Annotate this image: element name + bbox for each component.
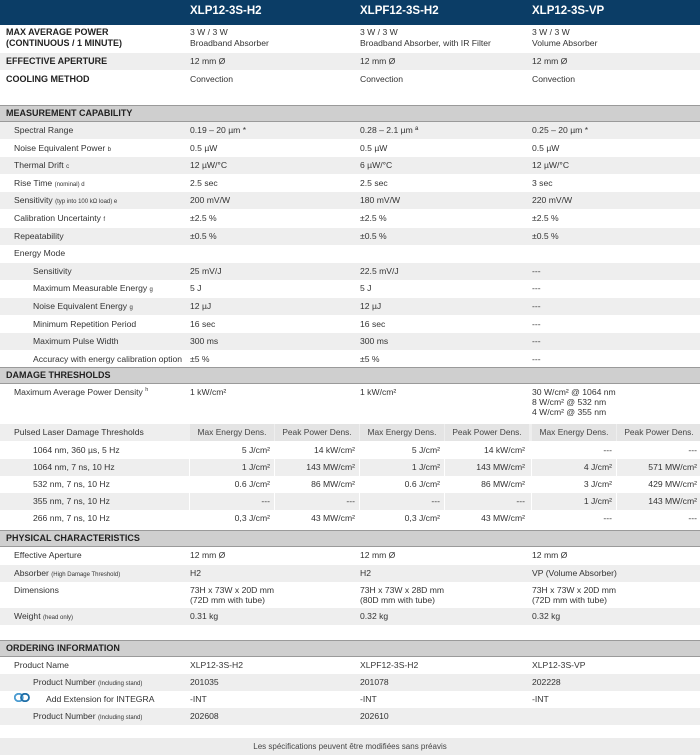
- value-1: 5 J: [190, 283, 202, 293]
- value-1: ±2.5 %: [190, 213, 217, 223]
- value-2: 12 mm Ø: [360, 56, 396, 66]
- row-label: [14, 585, 59, 598]
- measurement-row: [0, 122, 700, 139]
- column-divider: [189, 442, 190, 459]
- row-label: [14, 143, 111, 156]
- damage-row: [0, 493, 700, 510]
- value-3: 3 sec: [532, 178, 553, 188]
- physical-row: [0, 608, 700, 625]
- value-1: ±5 %: [190, 354, 210, 364]
- measurement-note: c: [66, 164, 70, 170]
- damage-value-5: 4 J/cm²: [583, 462, 612, 472]
- row-label: [33, 319, 136, 332]
- damage-value-2: 143 MW/cm²: [306, 462, 355, 472]
- damage-value-1: ---: [261, 496, 270, 506]
- value-3: 202228: [532, 677, 561, 687]
- row-label: Pulsed Laser Damage Thresholds: [14, 427, 144, 437]
- measurement-label: Spectral Range: [14, 125, 74, 135]
- damage-value-5: 1 J/cm²: [583, 496, 612, 506]
- value-3: ---: [532, 354, 541, 364]
- ordering-row: [0, 674, 700, 691]
- damage-value-4: 43 MW/cm²: [481, 513, 525, 523]
- row-max-power-density: [0, 383, 700, 423]
- column-divider: [189, 493, 190, 510]
- measurement-row: [0, 192, 700, 209]
- row-label: [14, 213, 105, 226]
- physical-row: [0, 582, 700, 607]
- damage-header-5: Max Energy Dens.: [539, 427, 609, 437]
- row-label: [14, 125, 73, 138]
- value-1: 300 ms: [190, 336, 219, 346]
- damage-value-2: 43 MW/cm²: [311, 513, 355, 523]
- column-divider: [444, 442, 445, 459]
- column-divider: [531, 510, 532, 527]
- damage-row: [0, 510, 700, 527]
- row-label: [33, 336, 118, 349]
- value-1: XLP12-3S-H2: [190, 660, 244, 670]
- value-3b: 8 W/cm² @ 532 nm: [532, 397, 607, 407]
- value-3: 0.25 – 20 µm *: [532, 125, 589, 135]
- row-label: MAX AVERAGE POWER: [6, 27, 109, 37]
- measurement-row: [0, 245, 700, 262]
- column-divider: [616, 493, 617, 510]
- damage-row-label: 1064 nm, 360 µs, 5 Hz: [33, 445, 120, 455]
- value-2: 73H x 73W x 28D mm: [360, 585, 445, 595]
- row-label: [14, 550, 82, 563]
- damage-value-2: 86 MW/cm²: [311, 479, 355, 489]
- ordering-note: (Including stand): [97, 715, 143, 721]
- column-divider: [359, 459, 360, 476]
- damage-row: [0, 459, 700, 476]
- energy-label: Sensitivity: [33, 266, 72, 276]
- section-ordering-information: [0, 640, 700, 657]
- row-max-average-power: [0, 25, 700, 52]
- value-1: 12 µJ: [190, 301, 212, 311]
- row-label: [33, 711, 142, 724]
- value-1-sub: (72D mm with tube): [190, 595, 265, 605]
- damage-value-3: 1 J/cm²: [411, 462, 440, 472]
- value-2: 202610: [360, 711, 389, 721]
- density-label: Maximum Average Power Density: [14, 387, 143, 397]
- value-3: 0.32 kg: [532, 611, 561, 621]
- measurement-row: [0, 210, 700, 227]
- value-3: 12 µW/°C: [532, 160, 570, 170]
- column-divider: [274, 493, 275, 510]
- value-3-sub: (72D mm with tube): [532, 595, 607, 605]
- row-label: [14, 160, 69, 173]
- row-label: [14, 178, 85, 191]
- damage-value-3: 0,3 J/cm²: [404, 513, 440, 523]
- value-1: Convection: [190, 74, 233, 84]
- physical-row: [0, 547, 700, 564]
- value-2: 3 W / 3 W: [360, 27, 398, 37]
- measurement-label: Calibration Uncertainty: [14, 213, 101, 223]
- section-measurement-capability: [0, 105, 700, 122]
- damage-row-label: 532 nm, 7 ns, 10 Hz: [33, 479, 110, 489]
- energy-mode-row: [0, 333, 700, 350]
- damage-value-5: ---: [603, 513, 612, 523]
- column-header-bar: [0, 0, 700, 25]
- section-title: PHYSICAL CHARACTERISTICS: [6, 533, 140, 543]
- row-label: [14, 660, 69, 673]
- damage-value-6: ---: [688, 513, 697, 523]
- value-3: ±0.5 %: [532, 231, 559, 241]
- physical-note: (head only): [42, 615, 74, 621]
- row-label: [33, 266, 72, 279]
- value-1: 73H x 73W x 20D mm: [190, 585, 275, 595]
- damage-header-1: Max Energy Dens.: [197, 427, 267, 437]
- physical-label: Effective Aperture: [14, 550, 82, 560]
- measurement-note: (nominal) d: [54, 182, 85, 188]
- column-divider: [274, 442, 275, 459]
- value-2: -INT: [360, 694, 377, 704]
- value-1: 3 W / 3 W: [190, 27, 228, 37]
- column-divider: [189, 459, 190, 476]
- damage-value-1: 1 J/cm²: [241, 462, 270, 472]
- damage-header-2: Peak Power Dens.: [282, 427, 352, 437]
- damage-value-2: ---: [346, 496, 355, 506]
- column-divider: [359, 493, 360, 510]
- ordering-label: Product Number: [33, 711, 96, 721]
- value-1b: Broadband Absorber: [190, 38, 269, 48]
- energy-mode-row: [0, 298, 700, 315]
- ordering-label: Product Number: [33, 677, 96, 687]
- damage-value-2: 14 kW/cm²: [313, 445, 355, 455]
- physical-label: Absorber: [14, 568, 49, 578]
- value-1: 0.5 µW: [190, 143, 218, 153]
- damage-value-4: 143 MW/cm²: [476, 462, 525, 472]
- column-divider: [444, 459, 445, 476]
- value-2: 300 ms: [360, 336, 389, 346]
- value-3: 0.5 µW: [532, 143, 560, 153]
- measurement-note: (typ into 100 kΩ load) e: [55, 199, 118, 205]
- row-label: COOLING METHOD: [6, 74, 90, 84]
- energy-label: Minimum Repetition Period: [33, 319, 137, 329]
- physical-row: [0, 565, 700, 582]
- value-2: H2: [360, 568, 371, 578]
- column-divider: [359, 442, 360, 459]
- energy-mode-row: [0, 280, 700, 297]
- energy-note: g: [149, 287, 153, 293]
- section-title: MEASUREMENT CAPABILITY: [6, 108, 133, 118]
- column-divider: [359, 476, 360, 493]
- value-3: ---: [532, 301, 541, 311]
- damage-value-6: 571 MW/cm²: [648, 462, 697, 472]
- value-1: 12 mm Ø: [190, 550, 226, 560]
- damage-value-4: ---: [516, 496, 525, 506]
- damage-value-1: 0,3 J/cm²: [234, 513, 270, 523]
- row-label: [33, 354, 182, 367]
- value-2: 0.32 kg: [360, 611, 389, 621]
- ordering-row: [0, 708, 700, 725]
- value-2: ±5 %: [360, 354, 380, 364]
- ordering-row: [0, 657, 700, 674]
- energy-mode-row: [0, 316, 700, 333]
- damage-value-5: 3 J/cm²: [583, 479, 612, 489]
- measurement-note: f: [103, 217, 105, 223]
- section-damage-thresholds: [0, 367, 700, 384]
- value-3: ±2.5 %: [532, 213, 559, 223]
- value-2b: Broadband Absorber, with IR Filter: [360, 38, 491, 48]
- damage-value-3: 5 J/cm²: [411, 445, 440, 455]
- damage-header-3: Max Energy Dens.: [367, 427, 437, 437]
- value-3: ---: [532, 336, 541, 346]
- row-label: EFFECTIVE APERTURE: [6, 56, 108, 66]
- column-divider: [274, 459, 275, 476]
- value-2: 12 mm Ø: [360, 550, 396, 560]
- measurement-note: b: [107, 147, 111, 153]
- column-title-1: XLP12-3S-H2: [190, 5, 262, 17]
- value-2: 22.5 mV/J: [360, 266, 399, 276]
- measurement-label: Thermal Drift: [14, 160, 64, 170]
- damage-row-label: 1064 nm, 7 ns, 10 Hz: [33, 462, 115, 472]
- row-label: [14, 387, 148, 398]
- damage-header-6: Peak Power Dens.: [624, 427, 694, 437]
- value-2: 201078: [360, 677, 389, 687]
- value-2: 1 kW/cm²: [360, 387, 397, 397]
- value-3b: Volume Absorber: [532, 38, 598, 48]
- ordering-note: (Including stand): [97, 681, 143, 687]
- ordering-label: Product Name: [14, 660, 69, 670]
- value-3: 12 mm Ø: [532, 56, 568, 66]
- value-2: ±2.5 %: [360, 213, 387, 223]
- ordering-label: Add Extension for INTEGRA: [46, 694, 155, 704]
- energy-label: Noise Equivalent Energy: [33, 301, 128, 311]
- value-1: -INT: [190, 694, 207, 704]
- column-divider: [189, 510, 190, 527]
- value-1: 2.5 sec: [190, 178, 218, 188]
- section-title: DAMAGE THRESHOLDS: [6, 370, 111, 380]
- section-title: ORDERING INFORMATION: [6, 643, 120, 653]
- value-3: -INT: [532, 694, 549, 704]
- value-1: 0.19 – 20 µm *: [190, 125, 247, 135]
- value-1: 200 mV/W: [190, 195, 231, 205]
- energy-note: g: [129, 305, 133, 311]
- value-3a: 30 W/cm² @ 1064 nm: [532, 387, 616, 397]
- column-divider: [531, 493, 532, 510]
- damage-value-4: 86 MW/cm²: [481, 479, 525, 489]
- value-3: 3 W / 3 W: [532, 27, 570, 37]
- value-2: 12 µJ: [360, 301, 382, 311]
- value-3: XLP12-3S-VP: [532, 660, 586, 670]
- damage-value-1: 0.6 J/cm²: [234, 479, 270, 489]
- value-2: 16 sec: [360, 319, 386, 329]
- damage-value-3: 0.6 J/cm²: [404, 479, 440, 489]
- value-1: 201035: [190, 677, 219, 687]
- column-divider: [444, 493, 445, 510]
- value-1: 12 mm Ø: [190, 56, 226, 66]
- value-2: 0.28 – 2.1 µm ª: [360, 125, 419, 135]
- column-divider: [444, 510, 445, 527]
- physical-note: (High Damage Threshold): [51, 572, 121, 578]
- row-label: [14, 568, 120, 581]
- damage-value-6: ---: [688, 445, 697, 455]
- column-divider: [531, 459, 532, 476]
- value-1: 16 sec: [190, 319, 216, 329]
- energy-label: Maximum Measurable Energy: [33, 283, 148, 293]
- column-divider: [616, 442, 617, 459]
- damage-value-1: 5 J/cm²: [241, 445, 270, 455]
- column-divider: [531, 476, 532, 493]
- value-1: 0.31 kg: [190, 611, 219, 621]
- measurement-label: Energy Mode: [14, 248, 66, 258]
- value-3: 220 mV/W: [532, 195, 573, 205]
- value-2: 2.5 sec: [360, 178, 388, 188]
- value-1: 12 µW/°C: [190, 160, 228, 170]
- value-1: ±0.5 %: [190, 231, 217, 241]
- energy-mode-row: [0, 263, 700, 280]
- value-1: H2: [190, 568, 201, 578]
- value-3: ---: [532, 266, 541, 276]
- row-label-sub: (CONTINUOUS / 1 MINUTE): [6, 38, 122, 48]
- value-3: ---: [532, 283, 541, 293]
- value-1: 25 mV/J: [190, 266, 222, 276]
- row-cooling-method: [0, 71, 700, 88]
- value-2: 5 J: [360, 283, 372, 293]
- column-divider: [274, 476, 275, 493]
- column-divider: [616, 510, 617, 527]
- damage-value-6: 143 MW/cm²: [648, 496, 697, 506]
- value-1: 1 kW/cm²: [190, 387, 227, 397]
- energy-label: Accuracy with energy calibration option: [33, 354, 183, 364]
- measurement-row: [0, 228, 700, 245]
- damage-value-4: 14 kW/cm²: [483, 445, 525, 455]
- column-divider: [189, 476, 190, 493]
- damage-row-label: 266 nm, 7 ns, 10 Hz: [33, 513, 110, 523]
- measurement-label: Repeatability: [14, 231, 64, 241]
- measurement-label: Rise Time: [14, 178, 53, 188]
- damage-value-3: ---: [431, 496, 440, 506]
- value-3: Convection: [532, 74, 575, 84]
- energy-label: Maximum Pulse Width: [33, 336, 119, 346]
- column-divider: [359, 510, 360, 527]
- row-label: [33, 677, 142, 690]
- value-2: 6 µW/°C: [360, 160, 393, 170]
- value-2: Convection: [360, 74, 403, 84]
- measurement-label: Sensitivity: [14, 195, 53, 205]
- column-divider: [616, 459, 617, 476]
- measurement-label: Noise Equivalent Power: [14, 143, 106, 153]
- measurement-row: [0, 157, 700, 174]
- link-chain-icon: [14, 693, 30, 702]
- row-label: [33, 283, 153, 296]
- section-physical-characteristics: [0, 530, 700, 547]
- value-2: 0.5 µW: [360, 143, 388, 153]
- damage-value-6: 429 MW/cm²: [648, 479, 697, 489]
- physical-label: Dimensions: [14, 585, 59, 595]
- footer-disclaimer: Les spécifications peuvent être modifiées sans préavis: [0, 738, 700, 755]
- damage-row: [0, 442, 700, 459]
- column-divider: [444, 476, 445, 493]
- footnote-mark: h: [145, 387, 149, 394]
- row-label: [14, 195, 117, 208]
- energy-mode-row: [0, 351, 700, 368]
- value-2: ±0.5 %: [360, 231, 387, 241]
- damage-row: [0, 476, 700, 493]
- damage-header-4: Peak Power Dens.: [452, 427, 522, 437]
- value-3: ---: [532, 319, 541, 329]
- value-1: 202608: [190, 711, 219, 721]
- value-2: 180 mV/W: [360, 195, 401, 205]
- column-divider: [616, 476, 617, 493]
- value-3c: 4 W/cm² @ 355 nm: [532, 407, 607, 417]
- row-pulsed-damage-header: [0, 424, 700, 441]
- value-3: VP (Volume Absorber): [532, 568, 617, 578]
- row-effective-aperture: [0, 53, 700, 70]
- ordering-row: [0, 691, 700, 708]
- value-3: 73H x 73W x 20D mm: [532, 585, 617, 595]
- column-title-3: XLP12-3S-VP: [532, 5, 605, 17]
- row-label: [14, 248, 65, 261]
- row-label: [33, 301, 133, 314]
- row-label: [14, 231, 64, 244]
- row-label: [14, 611, 73, 624]
- value-2-sub: (80D mm with tube): [360, 595, 435, 605]
- damage-value-5: ---: [603, 445, 612, 455]
- measurement-row: [0, 175, 700, 192]
- column-divider: [274, 510, 275, 527]
- row-label: [46, 694, 154, 707]
- value-2: XLPF12-3S-H2: [360, 660, 419, 670]
- column-title-2: XLPF12-3S-H2: [360, 5, 439, 17]
- physical-label: Weight: [14, 611, 41, 621]
- measurement-row: [0, 140, 700, 157]
- damage-row-label: 355 nm, 7 ns, 10 Hz: [33, 496, 110, 506]
- value-3: 12 mm Ø: [532, 550, 568, 560]
- column-divider: [531, 442, 532, 459]
